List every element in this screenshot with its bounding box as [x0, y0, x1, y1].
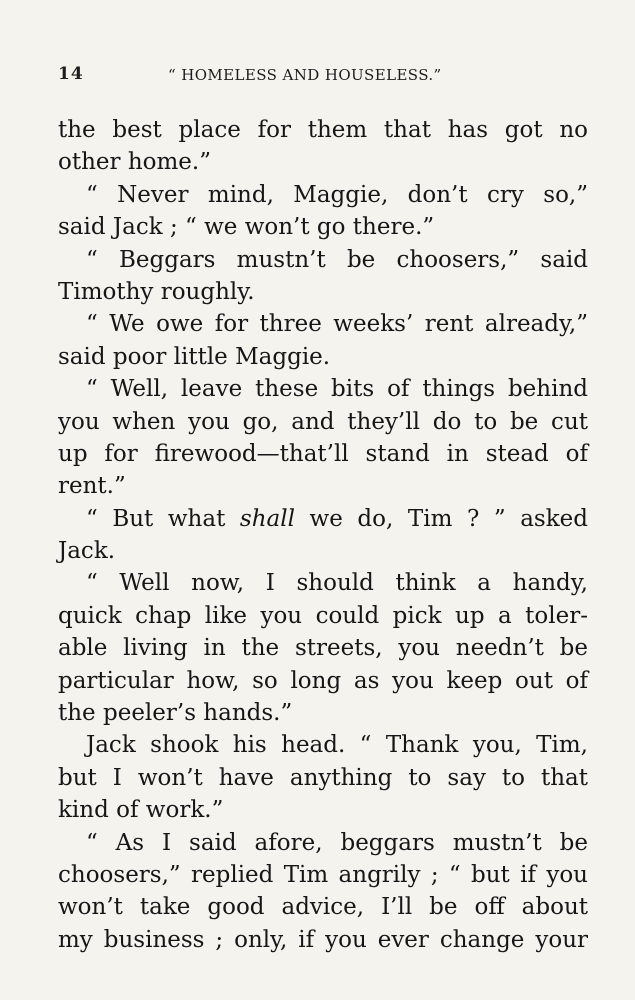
body-text: [58, 114, 588, 956]
page-header: [58, 62, 588, 86]
text-line: but I won’t have anything to say to that: [58, 764, 588, 791]
text-line: “ Well now, I should think a handy,: [86, 570, 588, 597]
text-line: “ Beggars mustn’t be choosers,” said: [86, 246, 588, 273]
text-line: quick chap like you could pick up a toler-: [58, 602, 588, 629]
text-line: other home.”: [58, 149, 211, 176]
text-line: rent.”: [58, 473, 126, 500]
text-line: “ Never mind, Maggie, don’t cry so,”: [86, 181, 588, 208]
emphasized-word: shall: [239, 505, 295, 532]
text-line: said Jack ; “ we won’t go there.”: [58, 214, 435, 241]
page-number: 14: [58, 64, 84, 84]
text-line: said poor little Maggie.: [58, 343, 331, 370]
text-line: Jack.: [58, 538, 116, 565]
text-line: Timothy roughly.: [58, 278, 255, 305]
text-line: up for firewood—that’ll stand in stead of: [58, 440, 588, 467]
text-line: choosers,” replied Tim angrily ; “ but if you: [58, 861, 588, 888]
text-line: Jack shook his head. “ Thank you, Tim,: [86, 732, 588, 759]
text-line: the best place for them that has got no: [58, 117, 588, 143]
text-line: particular how, so long as you keep out of: [58, 667, 588, 694]
text-line: my business ; only, if you ever change your: [58, 926, 588, 953]
text-line: able living in the streets, you needn’t be: [58, 635, 588, 662]
text-line: “ But what shall we do, Tim ? ” asked: [86, 505, 588, 532]
text-line: the peeler’s hands.”: [58, 700, 293, 727]
text-line: “ As I said afore, beggars mustn’t be: [86, 829, 588, 856]
text-line: “ Well, leave these bits of things behind: [86, 376, 588, 403]
text-line: “ We owe for three weeks’ rent already,”: [86, 311, 588, 338]
text-line: kind of work.”: [58, 797, 224, 824]
running-head: “ HOMELESS AND HOUSELESS.”: [168, 66, 442, 84]
text-line: you when you go, and they’ll do to be cut: [58, 408, 588, 435]
text-line: won’t take good advice, I’ll be off about: [58, 894, 588, 921]
